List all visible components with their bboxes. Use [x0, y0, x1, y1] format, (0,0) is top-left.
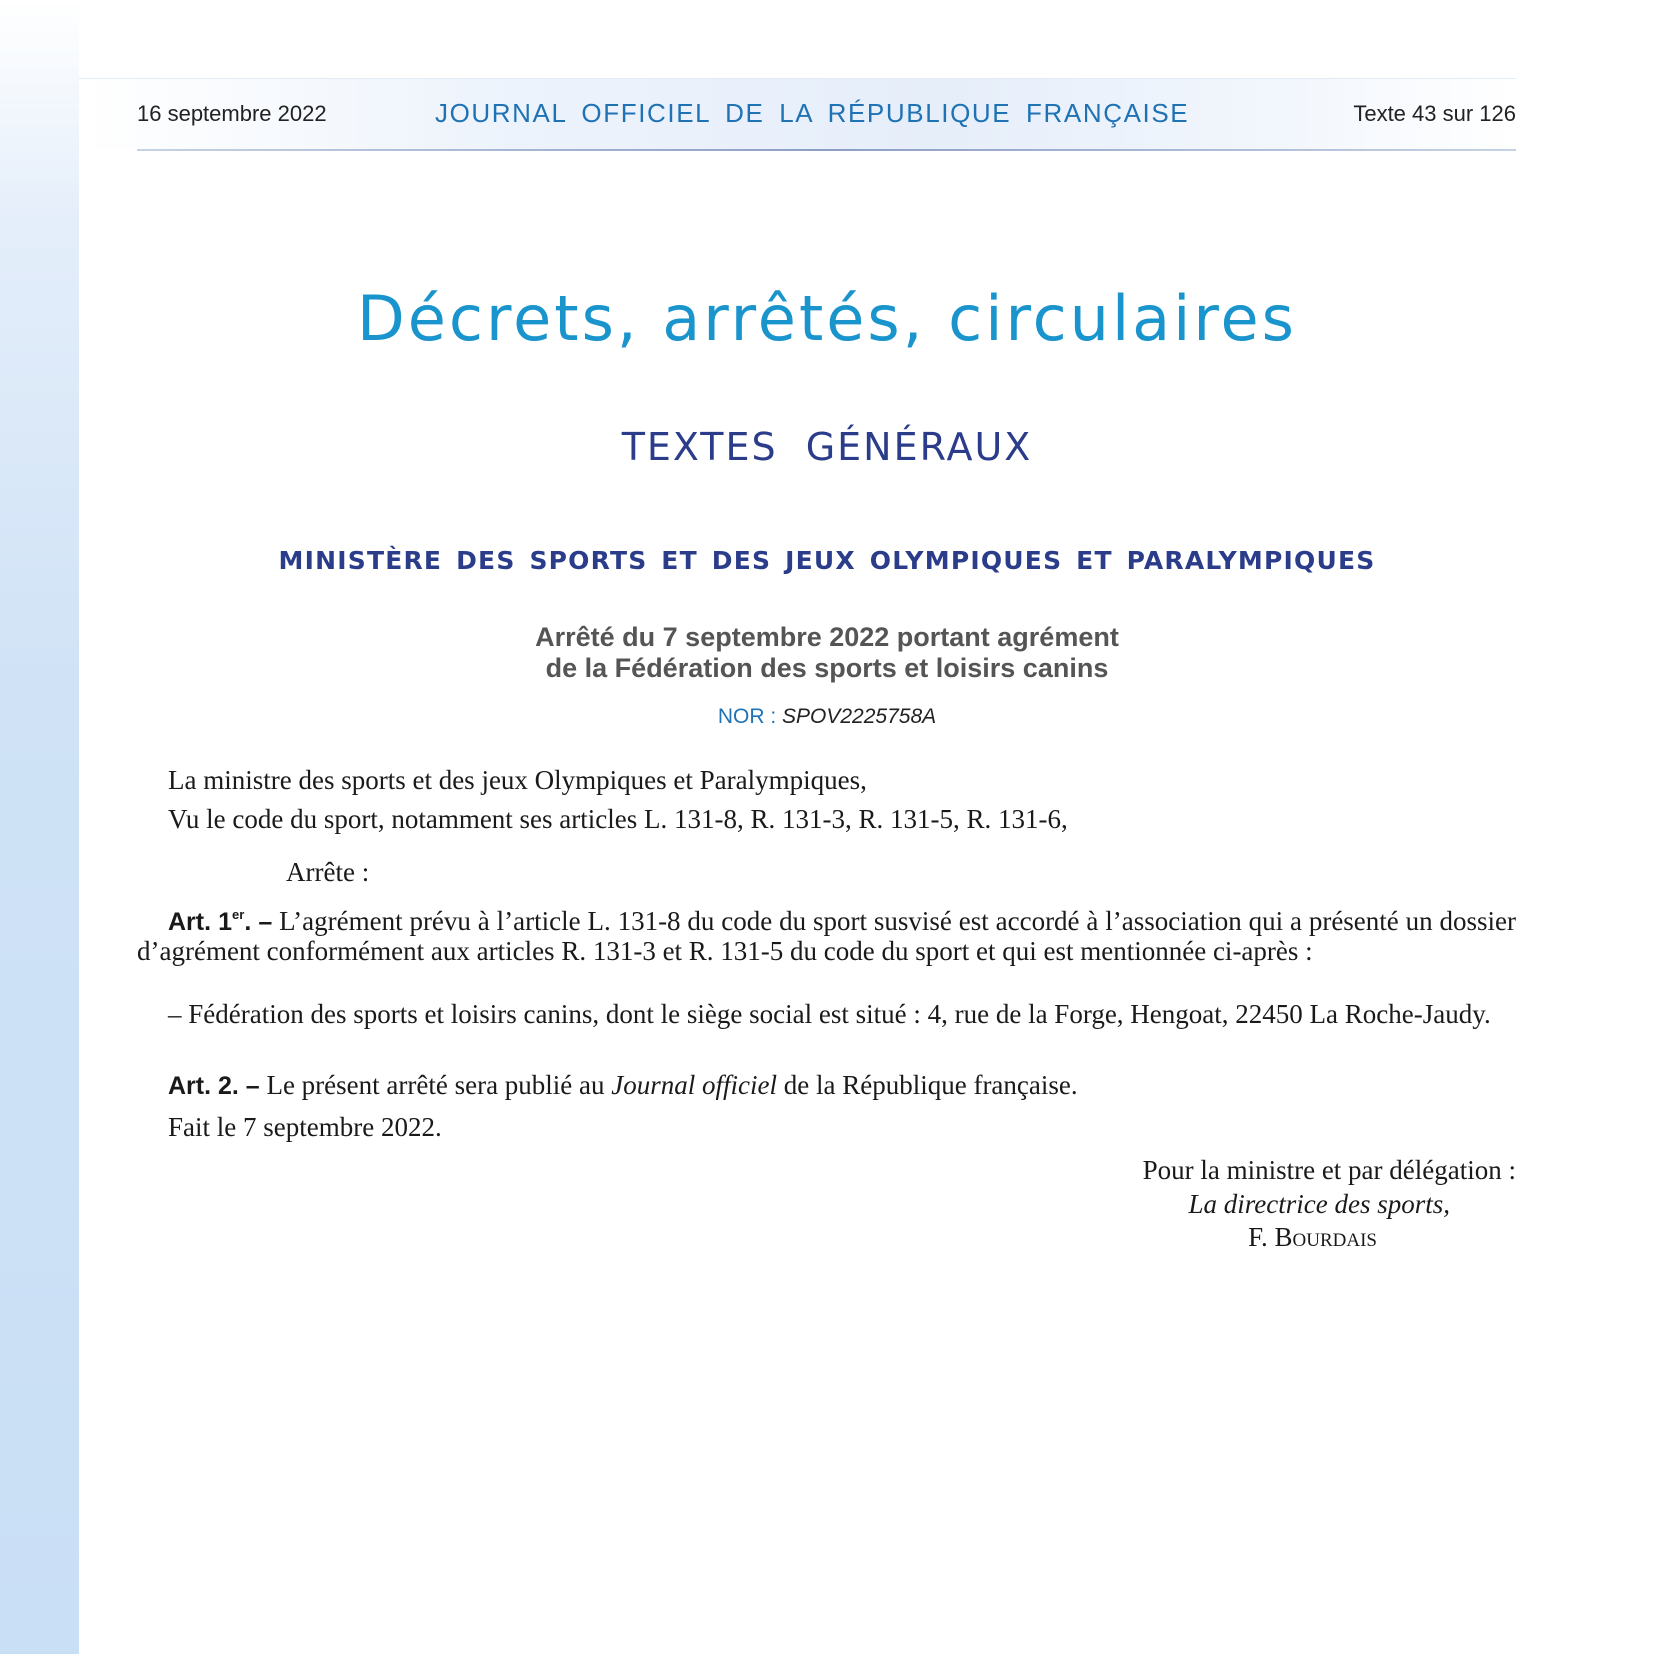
nor-label: NOR : — [717, 705, 783, 728]
journal-title: JOURNAL OFFICIEL DE LA RÉPUBLIQUE FRANÇAISE — [435, 98, 1190, 128]
signed-date: Fait le 7 septembre 2022. — [168, 1112, 442, 1142]
article-1-label: Art. 1er. – — [168, 907, 273, 936]
arrete-word: Arrête : — [286, 857, 370, 887]
journal-officiel-italic: Journal officiel — [611, 1070, 777, 1100]
list-item: – Fédération des sports et loisirs canins, dont le siège social est situé : 4, rue de la Forge, Hengoat, 22450 La Roche-Jaudy. — [168, 999, 1491, 1029]
arrete-title — [0, 622, 1654, 684]
nor-code: SPOV2225758A — [782, 705, 937, 728]
signature-role: La directrice des sports, — [1188, 1189, 1450, 1219]
ministry-heading: MINISTÈRE DES SPORTS ET DES JEUX OLYMPIQUES ET PARALYMPIQUES — [278, 546, 1376, 575]
sub-title: TEXTES GÉNÉRAUX — [621, 425, 1033, 469]
article-2-label: Art. 2. – — [168, 1072, 260, 1100]
signature-delegation: Pour la ministre et par délégation : — [1142, 1155, 1516, 1185]
intro-minister: La ministre des sports et des jeux Olympiques et Paralympiques, — [168, 765, 867, 795]
left-margin-band — [0, 0, 79, 1654]
text-page-number: Texte 43 sur 126 — [1353, 101, 1516, 126]
section-title: Décrets, arrêtés, circulaires — [357, 282, 1297, 355]
article-1-text: L’agrément prévu à l’article L. 131-8 du code du sport susvisé est accordé à l’association qui a présenté un dossier d’agrément conformément aux articles R. 131-3 et R. 131-5 du code du sport et qui est mentionnée ci-après : — [137, 906, 1517, 966]
publication-date: 16 septembre 2022 — [137, 101, 327, 126]
signature-name: F. Bourdais — [1248, 1222, 1377, 1252]
nor-reference — [0, 705, 1654, 729]
article-2: Art. 2. – Le présent arrêté sera publié au Journal officiel de la République française. — [168, 1070, 1078, 1100]
article-1 — [137, 900, 1516, 966]
intro-visa: Vu le code du sport, notamment ses articles L. 131-8, R. 131-3, R. 131-5, R. 131-6, — [168, 804, 1068, 834]
arrete-title-line-2: de la Fédération des sports et loisirs canins — [545, 653, 1109, 683]
header-rule — [137, 149, 1516, 151]
arrete-title-line-1: Arrêté du 7 septembre 2022 portant agrément — [535, 622, 1119, 652]
